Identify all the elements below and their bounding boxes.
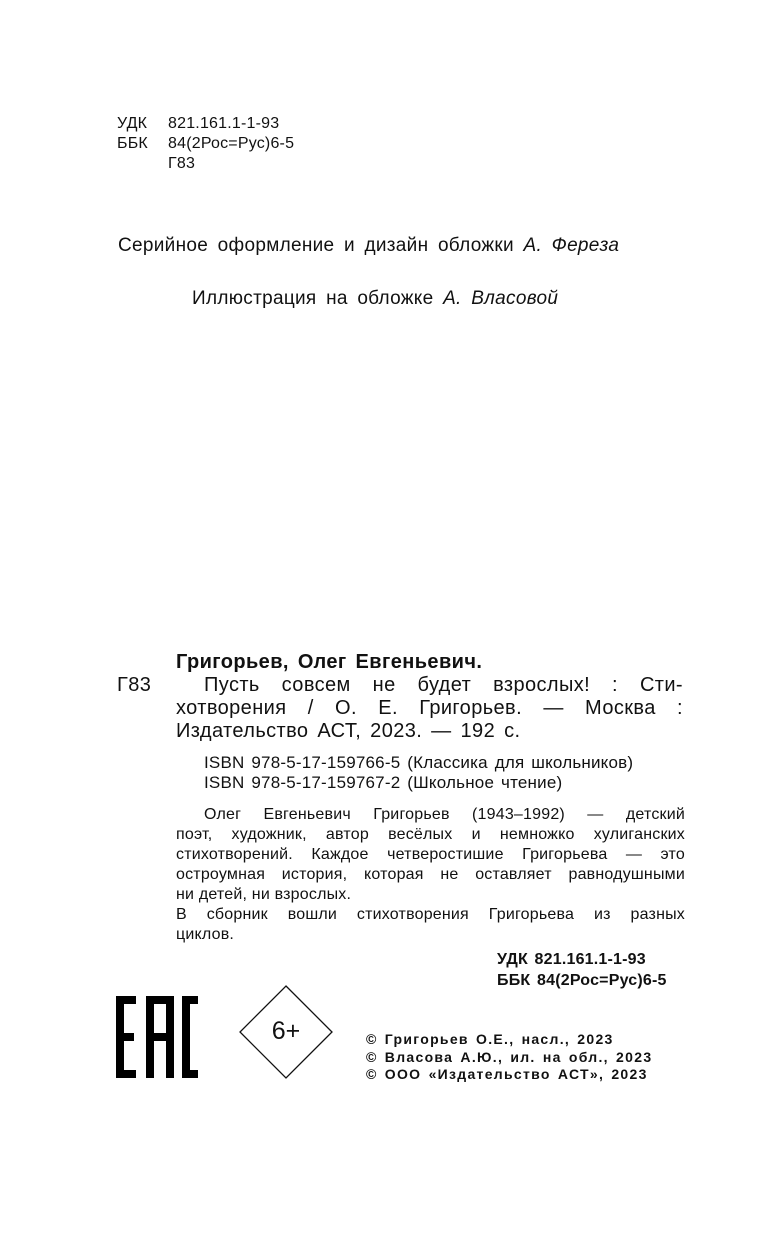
illustration-text: Иллюстрация на обложке [192,288,434,309]
copyright-line: © Власова А.Ю., ил. на обл., 2023 [366,1048,653,1065]
bib-author-heading: Григорьев, Олег Евгеньевич. [176,651,483,673]
author-mark-top: Г83 [168,155,196,172]
eac-logo [116,996,198,1078]
author-mark-row [117,154,294,174]
annotation-line: Олег Евгеньевич Григорьев (1943–1992) — детский [204,806,685,823]
bib-line-1: Пусть совсем не будет взрослых! : Сти- [204,674,683,696]
annotation-line: поэт, художник, автор весёлых и немножко хулиганских [176,826,685,843]
bottom-udk: УДК 821.161.1-1-93 [497,951,646,968]
annotation-line: ни детей, ни взрослых. [176,886,352,903]
copyright-block [366,1031,652,1084]
annotation [176,805,685,945]
bottom-bbk: ББК 84(2Рос=Рус)6-5 [497,972,667,989]
series-design-name: А. Фереза [523,235,620,256]
annotation-line: остроумная история, которая не оставляет равнодушными [176,866,685,883]
copyright-line: © ООО «Издательство АСТ», 2023 [366,1066,648,1082]
age-rating-badge [239,985,333,1079]
illustration-credit [192,287,622,311]
eac-mark-icon [116,996,198,1078]
copyright-line: © Григорьев О.Е., насл., 2023 [366,1031,614,1047]
classification-block [117,114,294,174]
bib-line-2: хотворения / О. Е. Григорьев. — Москва : [176,697,683,719]
series-design-credit [118,234,684,258]
bib-line-3: Издательство АСТ, 2023. — 192 с. [176,720,521,742]
isbn-1: ISBN 978-5-17-159766-5 (Классика для школьников) [204,753,634,772]
bbk-row [117,134,294,154]
bbk-label: ББК [117,135,148,152]
illustration-name: А. Власовой [443,288,559,309]
bbk-value: 84(2Рос=Рус)6-5 [168,135,295,152]
bib-author-mark: Г83 [117,674,152,696]
annotation-line: В сборник вошли стихотворения Григорьева из разных [176,906,685,923]
age-rating-text: 6+ [271,1017,301,1045]
udk-value: 821.161.1-1-93 [168,115,280,132]
annotation-line: стихотворений. Каждое четверостишие Григорьева — это [176,846,685,863]
udk-row [117,114,294,134]
isbn-2: ISBN 978-5-17-159767-2 (Школьное чтение) [204,773,563,792]
annotation-line: циклов. [176,926,235,943]
udk-label: УДК [117,115,148,132]
series-design-text: Серийное оформление и дизайн обложки [118,235,514,256]
